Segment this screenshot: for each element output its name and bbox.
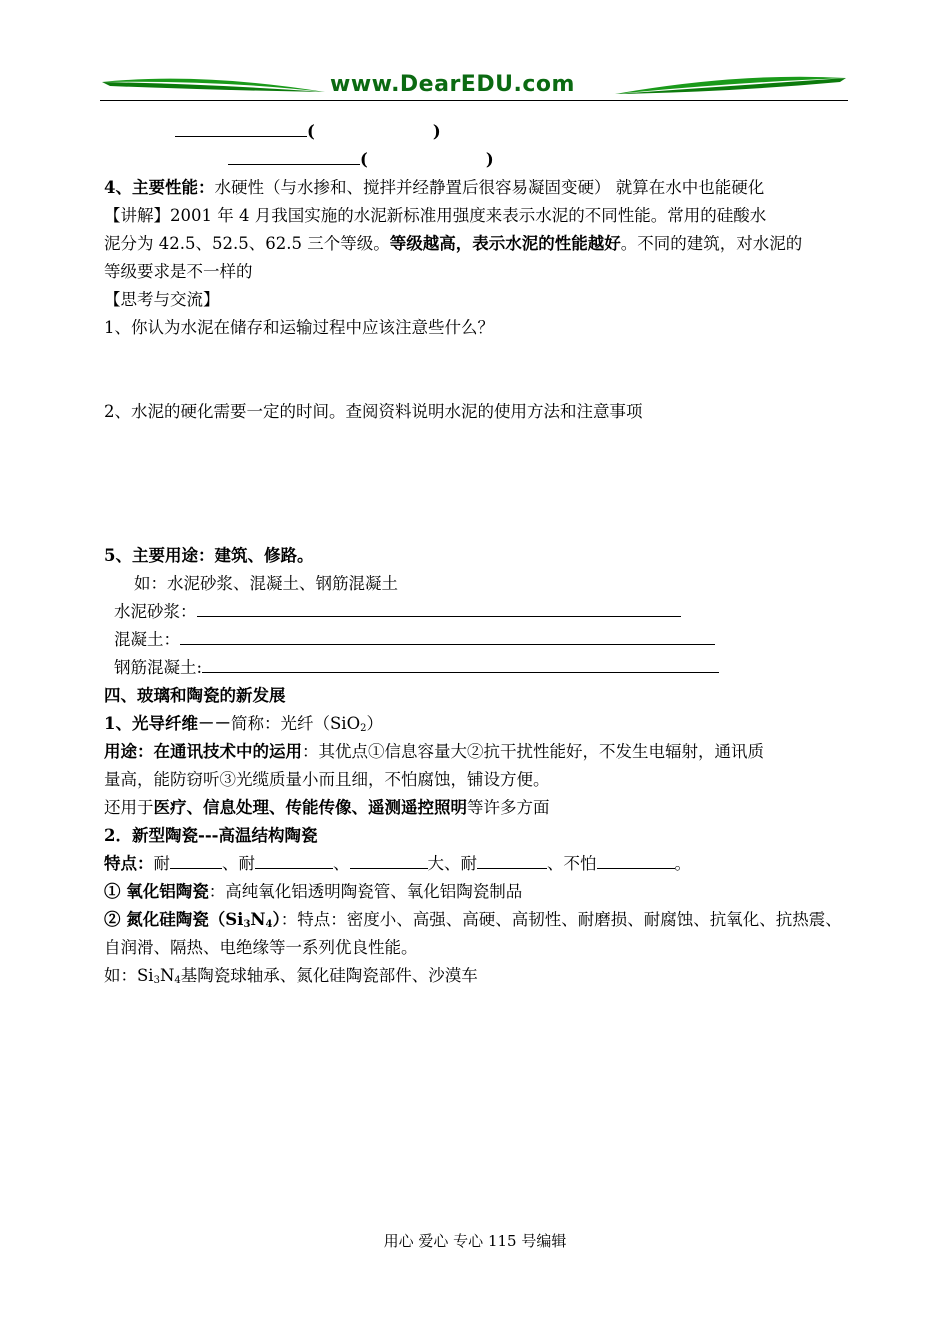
field-mortar: 水泥砂浆： [114, 598, 681, 626]
silicon-nitride-line-2: 自润滑、隔热、电绝缘等一系列优良性能。 [104, 938, 418, 957]
page-footer: 用心 爱心 专心 115 号编辑 [383, 1232, 567, 1250]
ceramic-title: 2．新型陶瓷---高温结构陶瓷 [104, 826, 318, 845]
header-divider [100, 100, 848, 101]
fiber-also-line: 还用于医疗、信息处理、传能传像、遥测遥控照明等许多方面 [104, 798, 550, 817]
blank-line-1: ( ) [175, 118, 441, 146]
think-title: 【思考与交流】 [104, 290, 220, 309]
new-development-title: 四、玻璃和陶瓷的新发展 [104, 686, 286, 705]
site-logo: www.DearEDU.com [330, 72, 575, 97]
uses-title: 5、主要用途：建筑、修路。 [104, 546, 314, 565]
silicon-nitride-example: 如：$Si_3N_4$基陶瓷球轴承、氮化硅陶瓷部件、沙漠车 [104, 966, 478, 986]
ceramic-features: 特点：耐 、耐 、 大、耐 、不怕 。 [104, 850, 691, 878]
optical-fiber-title: 1、光导纤维－－简称：光纤（SiO$_2$） [104, 714, 383, 734]
uses-example: 如：水泥砂浆、混凝土、钢筋混凝土 [134, 574, 398, 593]
explanation-line-3: 等级要求是不一样的 [104, 262, 253, 281]
explanation-line-2: 泥分为 42.5、52.5、62.5 三个等级。等级越高，表示水泥的性能越好。不同的建筑，对水泥的 [104, 234, 803, 253]
field-reinforced-concrete: 钢筋混凝土: [114, 654, 719, 682]
performance-line: 4、主要性能：水硬性（与水掺和、搅拌并经静置后很容易凝固变硬） 就算在水中也能硬化 [104, 178, 765, 197]
fiber-use-line-2: 量高，能防窃听③光缆质量小而且细，不怕腐蚀，铺设方便。 [104, 770, 550, 789]
blank-line-2: ( ) [228, 146, 494, 174]
silicon-nitride-line-1: ② 氮化硅陶瓷$(Si_3N_4)$：特点：密度小、高强、高硬、高韧性、耐磨损、耐腐蚀、抗氧化、抗热震、 [104, 910, 842, 930]
alumina-ceramic: ① 氧化铝陶瓷：高纯氧化铝透明陶瓷管、氧化铝陶瓷制品 [104, 882, 523, 901]
question-2: 2、水泥的硬化需要一定的时间。查阅资料说明水泥的使用方法和注意事项 [104, 402, 643, 421]
explanation-line-1: 【讲解】2001 年 4 月我国实施的水泥新标准用强度来表示水泥的不同性能。常用的硅酸水 [104, 206, 767, 225]
fiber-use-line-1: 用途：在通讯技术中的运用：其优点①信息容量大②抗干扰性能好，不发生电辐射，通讯质 [104, 742, 764, 761]
question-1: 1、你认为水泥在储存和运输过程中应该注意些什么？ [104, 318, 494, 337]
right-swoosh-icon [615, 77, 846, 94]
field-concrete: 混凝土： [114, 626, 715, 654]
